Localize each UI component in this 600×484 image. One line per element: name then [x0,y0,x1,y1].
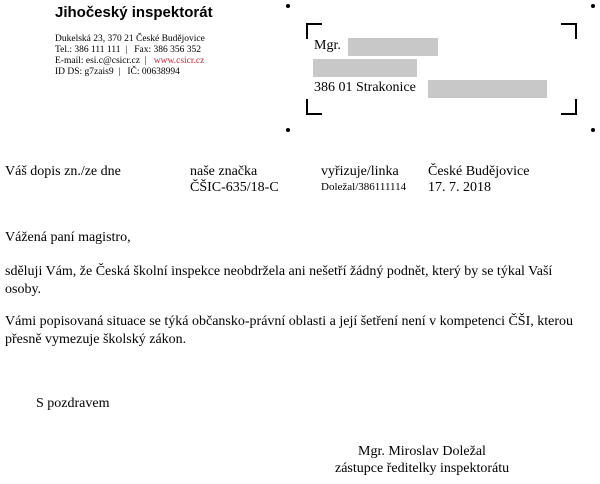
place: České Budějovice [428,164,530,179]
redacted-street [313,59,417,77]
contact-phone-line [55,45,201,56]
window-corner [561,99,577,115]
body-paragraph: Vámi popisovaná situace se týká občansko-právní oblasti a její šetření není v kompetenci ČŠI, kterou přesně vymezuje školský zákon. [5,314,574,347]
date: 17. 7. 2018 [428,180,491,195]
data-box-id: ID DS: g7zais9 [55,67,114,77]
website-link[interactable]: www.csicr.cz [153,56,205,66]
recipient-title: Mgr. [314,38,341,53]
contact-web-line [55,56,204,67]
fax-text: Fax: 386 356 352 [134,45,202,55]
your-letter-label: Váš dopis zn./ze dne [5,164,121,179]
window-corner [306,99,322,115]
signatory-name: Mgr. Miroslav Doležal [358,444,486,459]
organization-name: Jihočeský inspektorát [55,4,213,21]
closing: S pozdravem [36,396,110,411]
handled-by-label: vyřizuje/linka [321,164,399,179]
email-link[interactable]: E-mail: esi.c@csicr.cz [55,56,140,66]
id-line [55,67,180,78]
salutation: Vážená paní magistro, [5,230,131,245]
window-corner [561,23,577,39]
handled-by-value: Doležal/386111114 [321,181,407,193]
window-mark [591,4,595,8]
address-line: Dukelská 23, 370 21 České Budějovice [55,34,205,44]
company-id: IČ: 00638994 [127,67,180,77]
our-reference-label: naše značka [190,164,258,179]
separator: | [122,45,132,55]
signatory-role: zástupce ředitelky inspektorátu [335,461,510,476]
window-mark [286,128,290,132]
window-corner [306,23,322,39]
window-mark [286,4,290,8]
separator: | [115,67,125,77]
recipient-city: 386 01 Strakonice [314,80,416,95]
redacted-detail [428,80,547,98]
body-paragraph: sděluji Vám, že Česká školní inspekce neobdržela ani nešetří žádný podnět, který by se týkal Vaší osoby. [5,264,553,297]
window-mark [591,128,595,132]
phone-text: Tel.: 386 111 111 [55,45,121,55]
separator: | [142,56,152,66]
our-reference-value: ČŠIC-635/18-C [190,180,279,195]
redacted-name [348,38,438,56]
